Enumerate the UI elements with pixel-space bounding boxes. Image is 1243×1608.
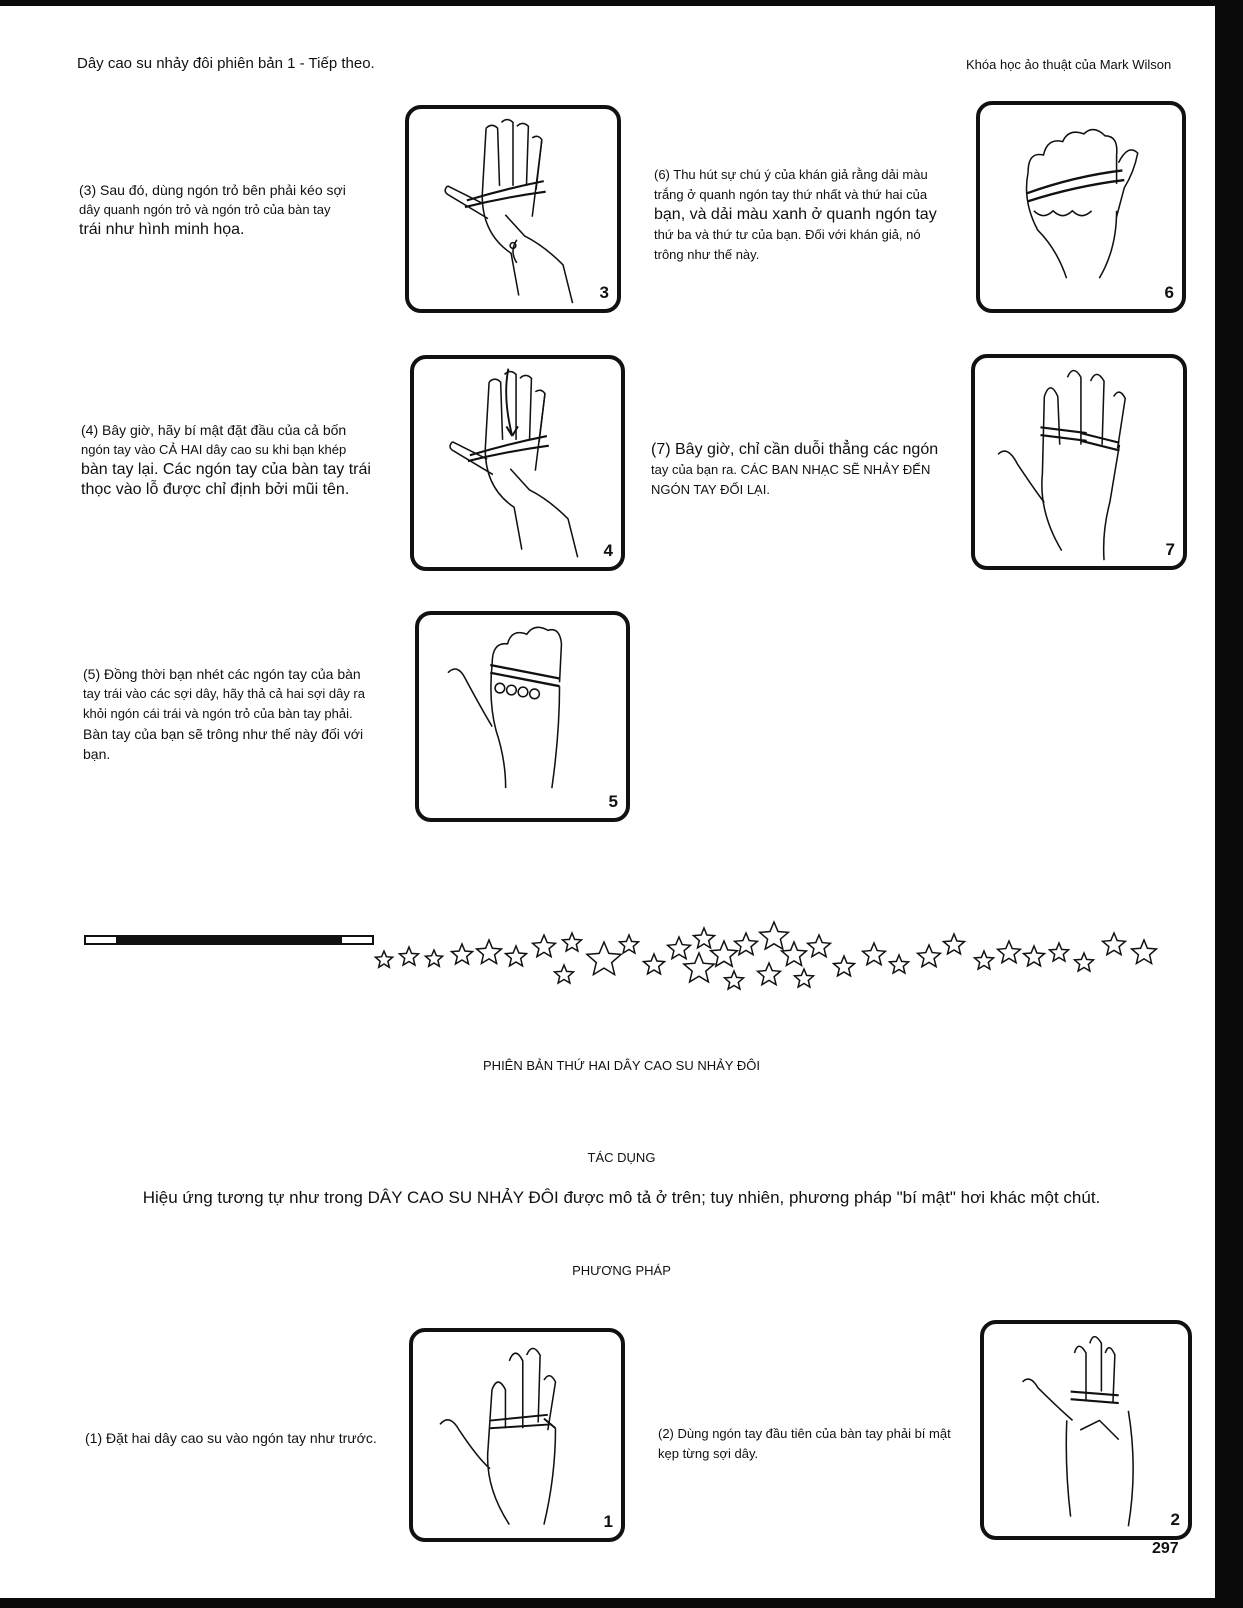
star-icon (563, 933, 582, 951)
star-icon (425, 950, 442, 966)
caption-line: (6) Thu hút sự chú ý của khán giả rằng dải màu (654, 167, 928, 182)
star-icon (555, 965, 574, 983)
star-icon (587, 942, 621, 975)
hand-illustration (409, 109, 617, 309)
star-icon (863, 943, 886, 965)
magic-wand-icon (84, 935, 374, 945)
section-title: PHIÊN BẢN THỨ HAI DÂY CAO SU NHẢY ĐÔI (483, 1058, 760, 1073)
caption-line: kẹp từng sợi dây. (658, 1446, 759, 1461)
star-icon (808, 935, 831, 957)
step-7-caption (651, 440, 938, 500)
caption-line: (3) Sau đó, dùng ngón trỏ bên phải kéo sợi (79, 182, 346, 198)
hand-illustration (419, 615, 626, 818)
step-6-caption (654, 165, 937, 265)
hand-illustration (975, 358, 1183, 566)
star-icon (998, 941, 1021, 963)
caption-line: (4) Bây giờ, hãy bí mật đặt đầu của cả bốn (81, 422, 347, 438)
star-icon (735, 933, 758, 955)
caption-line: NGÓN TAY ĐỐI LẠI. (651, 482, 770, 497)
star-icon (668, 937, 691, 959)
wand-stars-divider (84, 915, 1194, 1015)
star-icon (694, 928, 715, 948)
caption-line: thứ ba và thứ tư của bạn. Đối với khán giả, nó (654, 227, 921, 242)
figure-4 (410, 355, 625, 571)
hand-illustration (413, 1332, 621, 1538)
star-icon (1132, 940, 1157, 964)
star-icon (644, 954, 665, 974)
star-icon (506, 946, 527, 966)
figure-3 (405, 105, 621, 313)
star-icon (375, 951, 392, 967)
figure-number: 1 (603, 1512, 613, 1531)
figure-number: 2 (1170, 1510, 1180, 1529)
star-icon (725, 971, 744, 989)
star-icon (1050, 943, 1069, 961)
hand-illustration (414, 359, 621, 567)
star-icon (758, 963, 781, 985)
figure-number: 3 (599, 283, 609, 302)
caption-line: trắng ở quanh ngón tay thứ nhất và thứ hai của (654, 187, 928, 202)
running-header-right: Khóa học ảo thuật của Mark Wilson (966, 57, 1172, 72)
method-heading: PHƯƠNG PHÁP (572, 1263, 671, 1278)
star-icon (760, 922, 789, 949)
step-4-caption (81, 420, 371, 500)
caption-line: bạn. (83, 746, 111, 762)
star-icon (620, 935, 639, 953)
stars-icon (375, 922, 1156, 989)
step-5-caption (83, 664, 365, 764)
method-step-2-caption (658, 1424, 951, 1464)
scan-edge-top (0, 0, 1243, 6)
effect-text: Hiệu ứng tương tự như trong DÂY CAO SU NHẢY ĐÔI được mô tả ở trên; tuy nhiên, phương pháp "bí mật" hơi khác một chút. (142, 1188, 1101, 1207)
running-header-left: Dây cao su nhảy đôi phiên bản 1 - Tiếp theo. (77, 55, 375, 72)
star-icon (890, 955, 909, 973)
figure-6 (976, 101, 1186, 313)
hand-illustration (984, 1324, 1188, 1536)
star-icon (1075, 953, 1094, 971)
caption-line: (2) Dùng ngón tay đầu tiên của bàn tay phải bí mật (658, 1426, 951, 1441)
star-icon (400, 947, 419, 965)
star-icon (975, 951, 994, 969)
star-icon (1103, 933, 1126, 955)
caption-line: khỏi ngón cái trái và ngón trỏ của bàn tay phải. (83, 706, 353, 721)
star-icon (944, 934, 965, 954)
star-icon (452, 944, 473, 964)
star-icon (684, 953, 714, 982)
step-3-caption (79, 180, 346, 240)
effect-heading: TÁC DỤNG (587, 1150, 656, 1165)
figure-method-2 (980, 1320, 1192, 1540)
page-number: 297 (1152, 1540, 1179, 1557)
figure-number: 6 (1164, 283, 1174, 302)
figure-7 (971, 354, 1187, 570)
star-icon (795, 969, 814, 987)
caption-line: dây quanh ngón trỏ và ngón trỏ của bàn tay (79, 202, 331, 217)
caption-line: thọc vào lỗ được chỉ định bởi mũi tên. (81, 481, 350, 498)
star-icon (533, 935, 556, 957)
figure-method-1 (409, 1328, 625, 1542)
star-icon (711, 941, 738, 966)
caption-line: bạn, và dải màu xanh ở quanh ngón tay (654, 206, 937, 223)
star-icon (1024, 946, 1045, 966)
star-icon (834, 956, 855, 976)
scan-edge-bottom (0, 1598, 1243, 1608)
method-step-1-caption (85, 1428, 377, 1448)
caption-line: (7) Bây giờ, chỉ cần duỗi thẳng các ngón (651, 441, 939, 458)
figure-number: 4 (603, 541, 613, 560)
caption-line: tay của bạn ra. CÁC BAN NHẠC SẼ NHẢY ĐẾN (651, 462, 931, 477)
figure-5 (415, 611, 630, 822)
caption-line: (5) Đồng thời bạn nhét các ngón tay của bàn (83, 666, 361, 682)
scan-edge-right (1215, 0, 1243, 1608)
star-icon (918, 945, 941, 967)
caption-line: trái như hình minh họa. (79, 221, 245, 238)
star-icon (782, 942, 807, 966)
hand-illustration (980, 105, 1182, 309)
caption-line: trông như thế này. (654, 247, 760, 262)
caption-line: bàn tay lại. Các ngón tay của bàn tay trái (81, 461, 371, 478)
figure-number: 5 (608, 792, 618, 811)
star-icon (477, 940, 502, 964)
caption-line: tay trái vào các sợi dây, hãy thả cả hai sợi dây ra (83, 686, 365, 701)
caption-line: Bàn tay của bạn sẽ trông như thế này đối với (83, 726, 364, 742)
figure-number: 7 (1165, 540, 1175, 559)
caption-line: ngón tay vào CẢ HAI dây cao su khi bạn khép (81, 442, 347, 457)
caption-line: (1) Đặt hai dây cao su vào ngón tay như trước. (85, 1430, 377, 1446)
